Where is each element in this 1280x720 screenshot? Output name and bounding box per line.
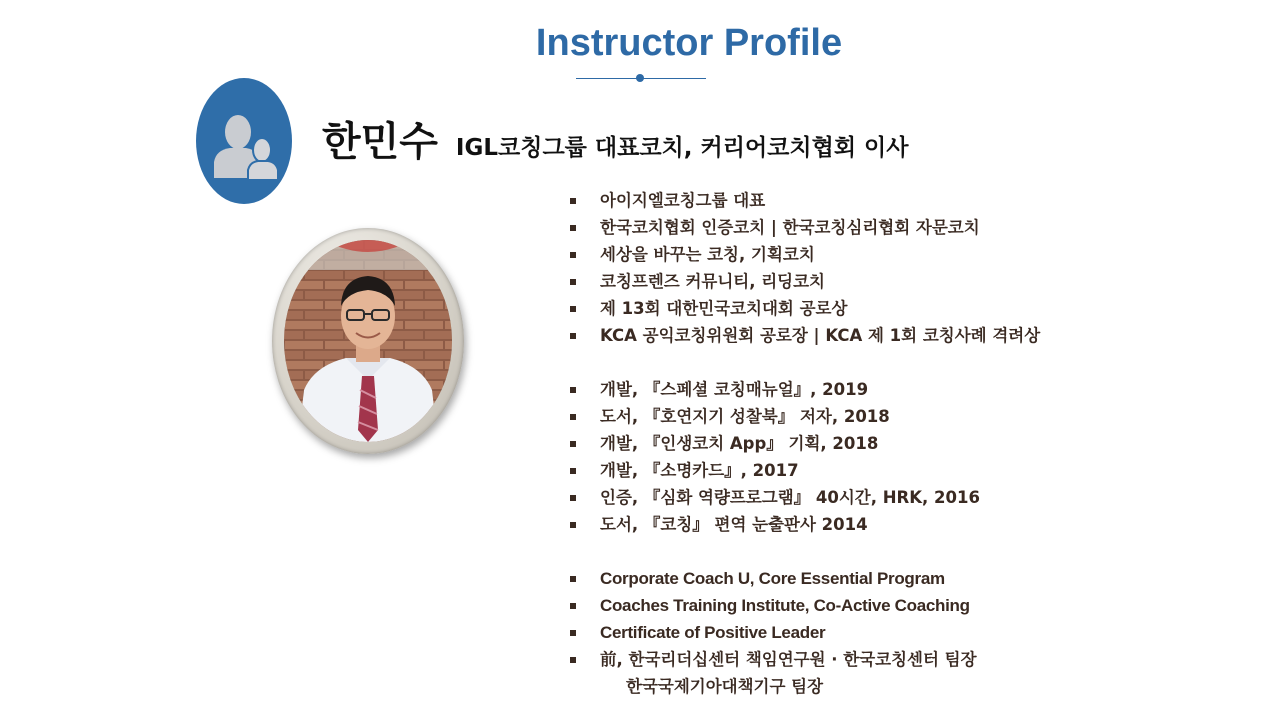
list-item: 도서, 『호연지기 성찰북』 저자, 2018 [568,404,1268,431]
square-bullet-icon [570,576,576,582]
square-bullet-icon [570,441,576,447]
square-bullet-icon [570,198,576,204]
square-bullet-icon [570,252,576,258]
square-bullet-icon [570,333,576,339]
square-bullet-icon [570,657,576,663]
instructor-photo [284,240,452,442]
list-spacer [568,350,1268,377]
list-item: 개발, 『스페셜 코칭매뉴얼』, 2019 [568,377,1268,404]
list-item: Corporate Coach U, Core Essential Program [568,566,1268,593]
photo-frame [272,228,464,454]
square-bullet-icon [570,630,576,636]
list-item: 개발, 『소명카드』, 2017 [568,458,1268,485]
square-bullet-icon [570,225,576,231]
list-item: 한국코치협회 인증코치 | 한국코칭심리협회 자문코치 [568,215,1268,242]
square-bullet-icon [570,279,576,285]
title-underline-dot [636,74,644,82]
square-bullet-icon [570,414,576,420]
square-bullet-icon [570,603,576,609]
square-bullet-icon [570,387,576,393]
instructor-role: IGL코칭그룹 대표코치, 커리어코치협회 이사 [455,135,909,161]
avatar [196,78,292,204]
list-item: Certificate of Positive Leader [568,620,1268,647]
list-item: KCA 공익코칭위원회 공로장 | KCA 제 1회 코칭사례 격려상 [568,323,1268,350]
instructor-name: 한민수 [322,119,438,165]
square-bullet-icon [570,522,576,528]
list-item: 개발, 『인생코치 App』 기획, 2018 [568,431,1268,458]
list-item: 세상을 바꾸는 코칭, 기획코치 [568,242,1268,269]
list-item-continuation: 한국국제기아대책기구 팀장 [626,677,824,696]
square-bullet-icon [570,468,576,474]
list-item: Coaches Training Institute, Co-Active Coaching [568,593,1268,620]
square-bullet-icon [570,495,576,501]
list-spacer [568,539,1268,566]
list-item: 인증, 『심화 역량프로그램』 40시간, HRK, 2016 [568,485,1268,512]
list-item: 제 13회 대한민국코치대회 공로상 [568,296,1268,323]
square-bullet-icon [570,306,576,312]
list-item: 아이지엘코칭그룹 대표 [568,188,1268,215]
credentials-list [568,188,1268,701]
profile-heading [322,110,909,165]
list-item: 코칭프렌즈 커뮤니티, 리딩코치 [568,269,1268,296]
person-silhouette-icon [196,78,292,204]
list-item: 도서, 『코칭』 편역 눈출판사 2014 [568,512,1268,539]
page-title: Instructor Profile [535,22,843,64]
list-item: 前, 한국리더십센터 책임연구원 · 한국코칭센터 팀장 [568,647,1268,674]
